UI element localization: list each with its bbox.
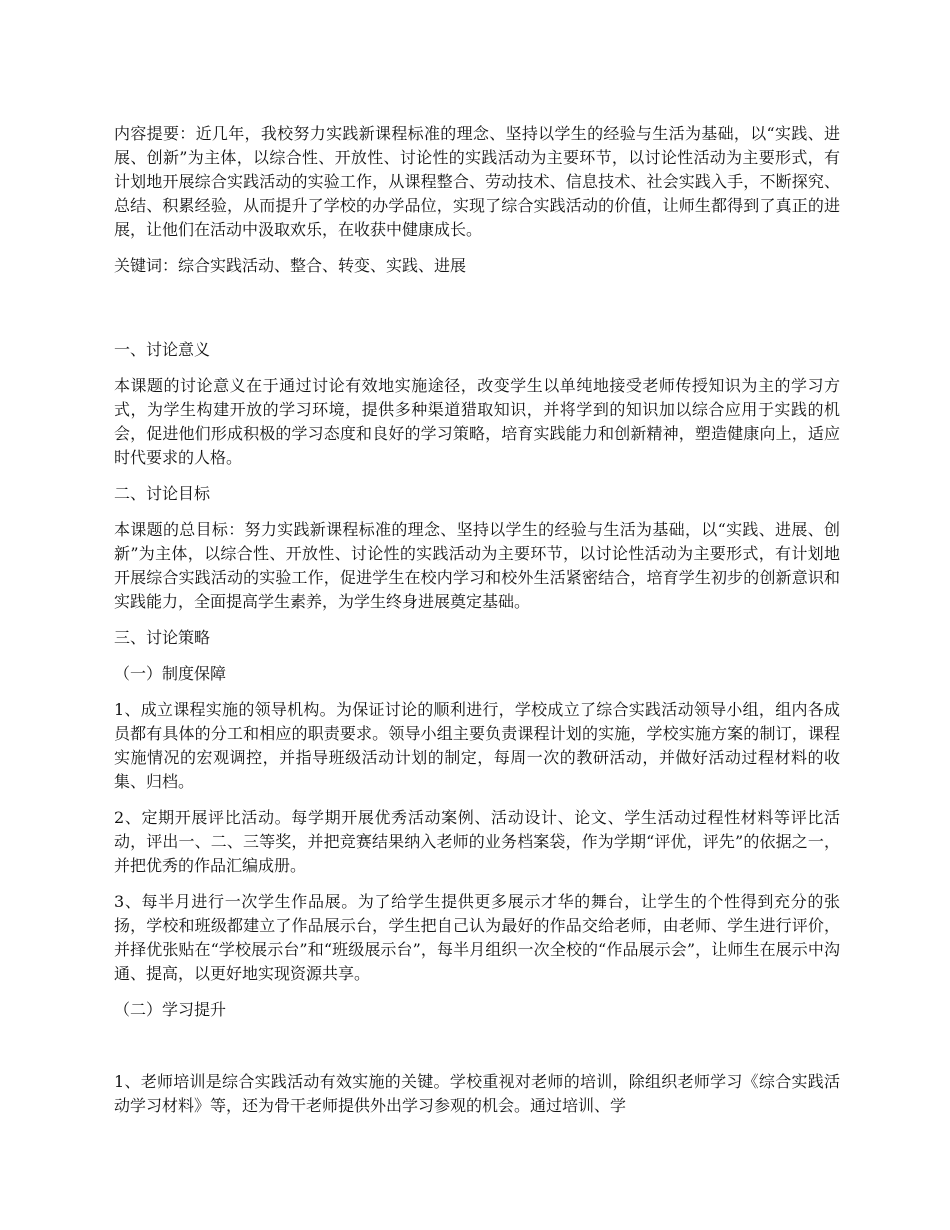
document-page: [114, 122, 840, 1130]
abstract-paragraph: 内容提要：近几年，我校努力实践新课程标准的理念、坚持以学生的经验与生活为基础，以“实践、进展、创新”为主体，以综合性、开放性、讨论性的实践活动为主要环节，以讨论性活动为主要形式，有计划地开展综合实践活动的实验工作，从课程整合、劳动技术、信息技术、社会实践入手，不断探究、总结、积累经验，从而提升了学校的办学品位，实现了综合实践活动的价值，让师生都得到了真正的进展，让他们在活动中汲取欢乐，在收获中健康成长。: [114, 124, 840, 239]
blank-gap: [114, 1034, 840, 1070]
keywords-line: 关键词：综合实践活动、整合、转变、实践、进展: [114, 256, 467, 275]
section-heading-goals: 二、讨论目标: [114, 484, 211, 503]
section-heading-strategy: 三、讨论策略: [114, 628, 211, 647]
list-item: 2、定期开展评比活动。每学期开展优秀活动案例、活动设计、论文、学生活动过程性材料等评比活动，评出一、二、三等奖，并把竞赛结果纳入老师的业务档案袋，作为学期“评优，评先”的依据之一，并把优秀的作品汇编成册。: [114, 808, 840, 875]
section-body-significance: 本课题的讨论意义在于通过讨论有效地实施途径，改变学生以单纯地接受老师传授知识为主的学习方式，为学生构建开放的学习环境，提供多种渠道猎取知识，并将学到的知识加以综合应用于实践的机会，促进他们形成积极的学习态度和良好的学习策略，培育实践能力和创新精神，塑造健康向上，适应时代要求的人格。: [114, 376, 840, 467]
section-heading-significance: 一、讨论意义: [114, 340, 211, 359]
blank-gap: [114, 290, 840, 338]
subsection-heading-learning: （二）学习提升: [114, 1000, 227, 1019]
section-body-goals: 本课题的总目标：努力实践新课程标准的理念、坚持以学生的经验与生活为基础，以“实践、进展、创新”为主体，以综合性、开放性、讨论性的实践活动为主要环节，以讨论性活动为主要形式，有计划地开展综合实践活动的实验工作，促进学生在校内学习和校外生活紧密结合，培育学生初步的创新意识和实践能力，全面提高学生素养，为学生终身进展奠定基础。: [114, 520, 840, 611]
list-item: 1、老师培训是综合实践活动有效实施的关键。学校重视对老师的培训，除组织老师学习《综合实践活动学习材料》等，还为骨干老师提供外出学习参观的机会。通过培训、学: [114, 1072, 840, 1115]
list-item: 3、每半月进行一次学生作品展。为了给学生提供更多展示才华的舞台，让学生的个性得到充分的张扬，学校和班级都建立了作品展示台，学生把自己认为最好的作品交给老师，由老师、学生进行评价，并择优张贴在“学校展示台”和“班级展示台”，每半月组织一次全校的“作品展示会”，让师生在展示中沟通、提高，以更好地实现资源共享。: [114, 892, 840, 983]
subsection-heading-system: （一）制度保障: [114, 664, 227, 683]
list-item: 1、成立课程实施的领导机构。为保证讨论的顺利进行，学校成立了综合实践活动领导小组，组内各成员都有具体的分工和相应的职责要求。领导小组主要负责课程计划的实施，学校实施方案的制订，课程实施情况的宏观调控，并指导班级活动计划的制定，每周一次的教研活动，并做好活动过程材料的收集、归档。: [114, 700, 840, 791]
